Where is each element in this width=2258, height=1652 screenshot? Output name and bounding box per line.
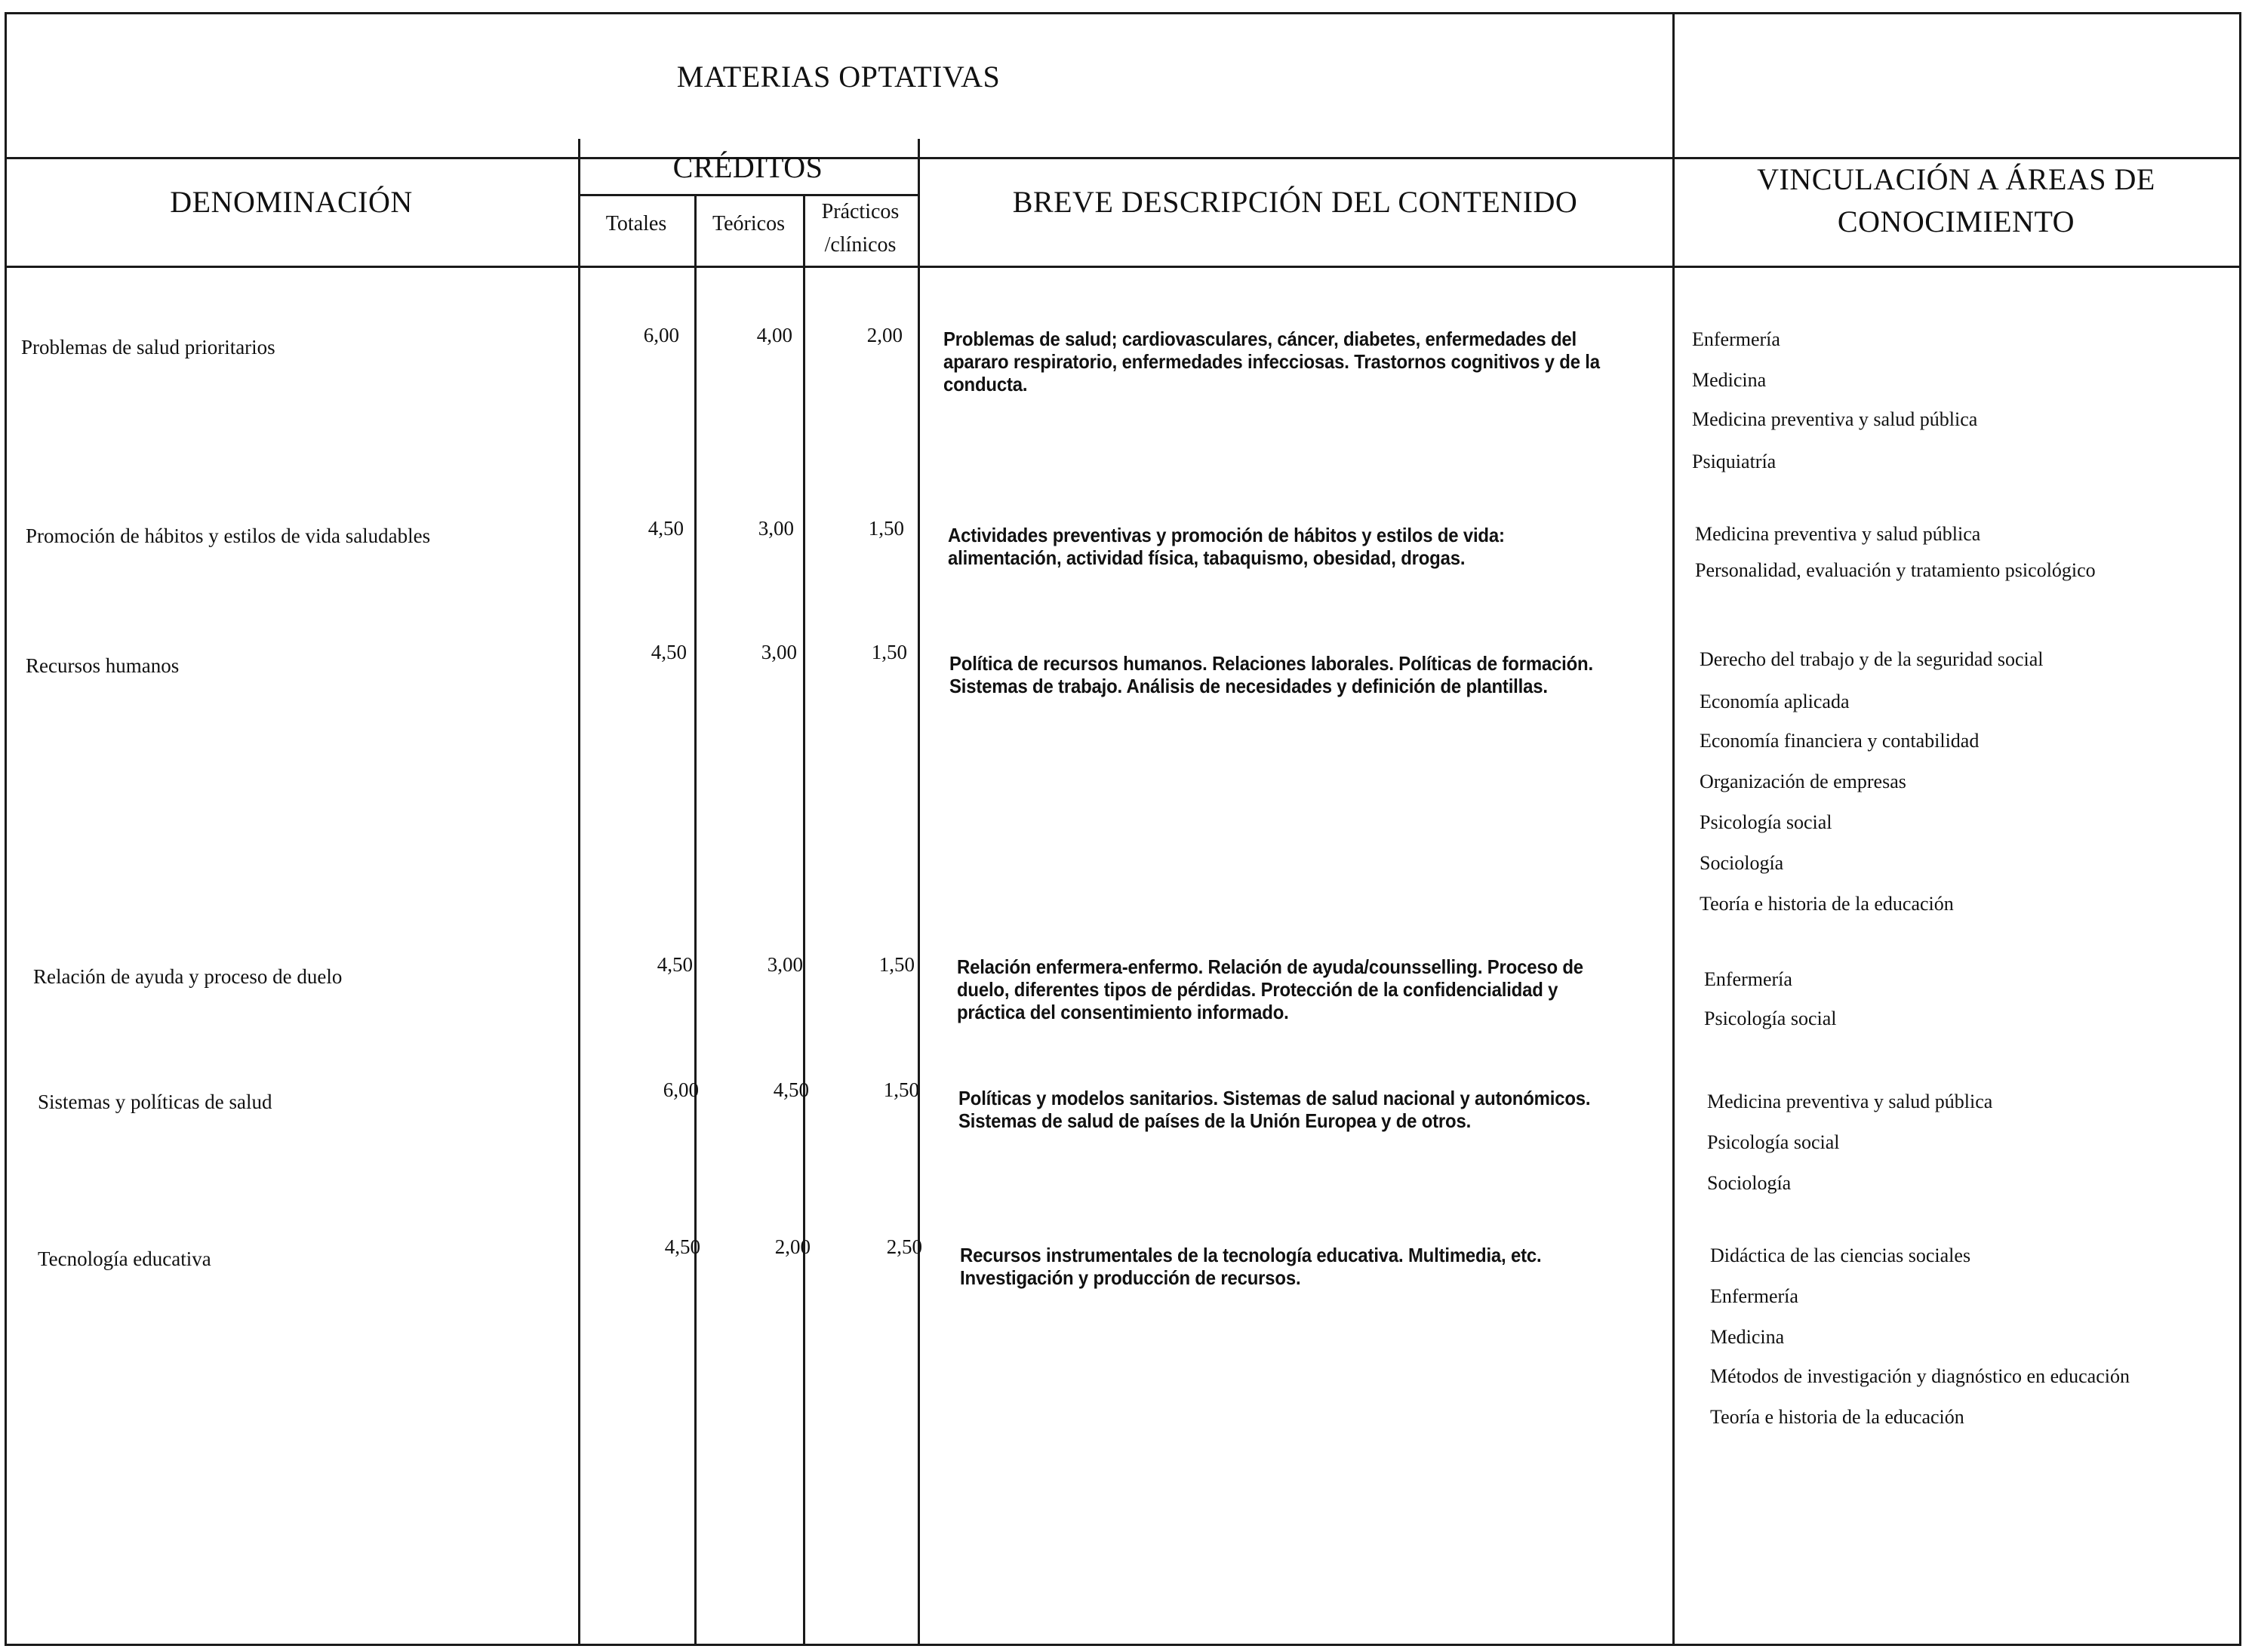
- row-practicos: 2,50: [886, 1235, 922, 1258]
- row-teoricos: 3,00: [761, 641, 797, 663]
- col-divider-teoricos: [803, 194, 805, 1646]
- row-totales: 6,00: [663, 1078, 699, 1101]
- row-descripcion: Recursos instrumentales de la tecnología educativa. Multimedia, etc. Investigación y producción de recursos.: [960, 1244, 1542, 1289]
- row-practicos: 2,00: [866, 324, 903, 346]
- row-descripcion: Política de recursos humanos. Relaciones laborales. Políticas de formación. Sistemas de trabajo. Análisis de necesidades y definición de plantillas.: [949, 652, 1593, 697]
- row-denominacion: Problemas de salud prioritarios: [21, 336, 275, 358]
- area-item: Economía financiera y contabilidad: [1700, 730, 1980, 752]
- row-teoricos: 4,50: [773, 1078, 809, 1101]
- row-teoricos: 3,00: [767, 953, 803, 976]
- creditos-sub-divider: [578, 194, 918, 196]
- row-descripcion: Actividades preventivas y promoción de hábitos y estilos de vida: alimentación, actividad física, tabaquismo, obesidad, drogas.: [948, 524, 1505, 569]
- row-practicos: 1,50: [868, 517, 904, 540]
- row-denominacion: Promoción de hábitos y estilos de vida saludables: [26, 525, 431, 547]
- table-top-border: [5, 12, 2241, 14]
- row-teoricos: 2,00: [774, 1235, 811, 1258]
- row-denominacion: Tecnología educativa: [38, 1247, 211, 1270]
- area-item: Psiquiatría: [1692, 451, 1777, 472]
- area-item: Psicología social: [1700, 811, 1832, 833]
- row-denominacion: Recursos humanos: [26, 654, 180, 677]
- row-totales: 4,50: [657, 953, 693, 976]
- row-totales: 4,50: [651, 641, 687, 663]
- header-descripcion: BREVE DESCRIPCIÓN DEL CONTENIDO: [1012, 185, 1578, 219]
- col-divider-creditos: [918, 139, 920, 1646]
- row-teoricos: 3,00: [758, 517, 794, 540]
- area-item: Personalidad, evaluación y tratamiento psicológico: [1695, 559, 2096, 581]
- area-item: Teoría e historia de la educación: [1700, 893, 1954, 915]
- area-item: Teoría e historia de la educación: [1710, 1406, 1964, 1428]
- row-totales: 4,50: [664, 1235, 700, 1258]
- row-practicos: 1,50: [878, 953, 915, 976]
- row-denominacion: Sistemas y políticas de salud: [38, 1091, 272, 1113]
- row-totales: 4,50: [648, 517, 684, 540]
- table-left-border: [5, 12, 7, 1646]
- area-item: Derecho del trabajo y de la seguridad social: [1700, 648, 2044, 670]
- row-totales: 6,00: [643, 324, 679, 346]
- col-divider-denominacion: [578, 139, 580, 1646]
- header-practicos-line1: Prácticos: [821, 200, 900, 223]
- row-practicos: 1,50: [871, 641, 907, 663]
- row-denominacion: Relación de ayuda y proceso de duelo: [33, 965, 343, 988]
- table-title: MATERIAS OPTATIVAS: [676, 60, 1001, 94]
- area-item: Sociología: [1700, 852, 1784, 874]
- row-teoricos: 4,00: [756, 324, 792, 346]
- row-descripcion: Problemas de salud; cardiovasculares, cáncer, diabetes, enfermedades del apararo respiratorio, enfermedades infecciosas. Trastornos cognitivos y de la conducta.: [943, 328, 1600, 395]
- area-item: Enfermería: [1704, 968, 1792, 990]
- area-item: Sociología: [1707, 1172, 1792, 1194]
- header-vinculacion-line1: VINCULACIÓN A ÁREAS DE: [1757, 162, 2155, 196]
- header-practicos-line2: /clínicos: [824, 233, 897, 257]
- col-divider-totales: [694, 194, 697, 1646]
- area-item: Medicina preventiva y salud pública: [1707, 1091, 1993, 1112]
- area-item: Organización de empresas: [1700, 771, 1906, 792]
- title-row-bottom-border: [5, 157, 2241, 159]
- table-bottom-border: [5, 1644, 2241, 1646]
- row-descripcion: Relación enfermera-enfermo. Relación de ayuda/counsselling. Proceso de duelo, diferentes tipos de pérdidas. Protección de la confidencialidad y práctica del consentimiento informado.: [957, 955, 1583, 1023]
- header-vinculacion-line2: CONOCIMIENTO: [1837, 205, 2075, 238]
- area-item: Medicina preventiva y salud pública: [1692, 408, 1978, 430]
- header-teoricos: Teóricos: [712, 212, 785, 235]
- header-creditos: CRÉDITOS: [672, 150, 823, 184]
- area-item: Métodos de investigación y diagnóstico en educación: [1710, 1365, 2130, 1387]
- header-denominacion: DENOMINACIÓN: [170, 185, 413, 219]
- row-practicos: 1,50: [883, 1078, 919, 1101]
- col-divider-descripcion: [1672, 12, 1675, 1646]
- area-item: Economía aplicada: [1700, 691, 1850, 712]
- area-item: Enfermería: [1710, 1285, 1798, 1307]
- area-item: Medicina: [1692, 369, 1767, 391]
- row-descripcion: Políticas y modelos sanitarios. Sistemas de salud nacional y autonómicos. Sistemas de salud de países de la Unión Europea y de otros.: [958, 1087, 1591, 1132]
- header-totales: Totales: [605, 212, 667, 235]
- area-item: Medicina: [1710, 1326, 1785, 1348]
- area-item: Enfermería: [1692, 328, 1780, 350]
- area-item: Psicología social: [1704, 1008, 1837, 1029]
- table-right-border: [2239, 12, 2241, 1646]
- area-item: Psicología social: [1707, 1131, 1840, 1153]
- area-item: Didáctica de las ciencias sociales: [1710, 1244, 1971, 1266]
- area-item: Medicina preventiva y salud pública: [1695, 523, 1981, 545]
- header-bottom-border: [5, 266, 2241, 268]
